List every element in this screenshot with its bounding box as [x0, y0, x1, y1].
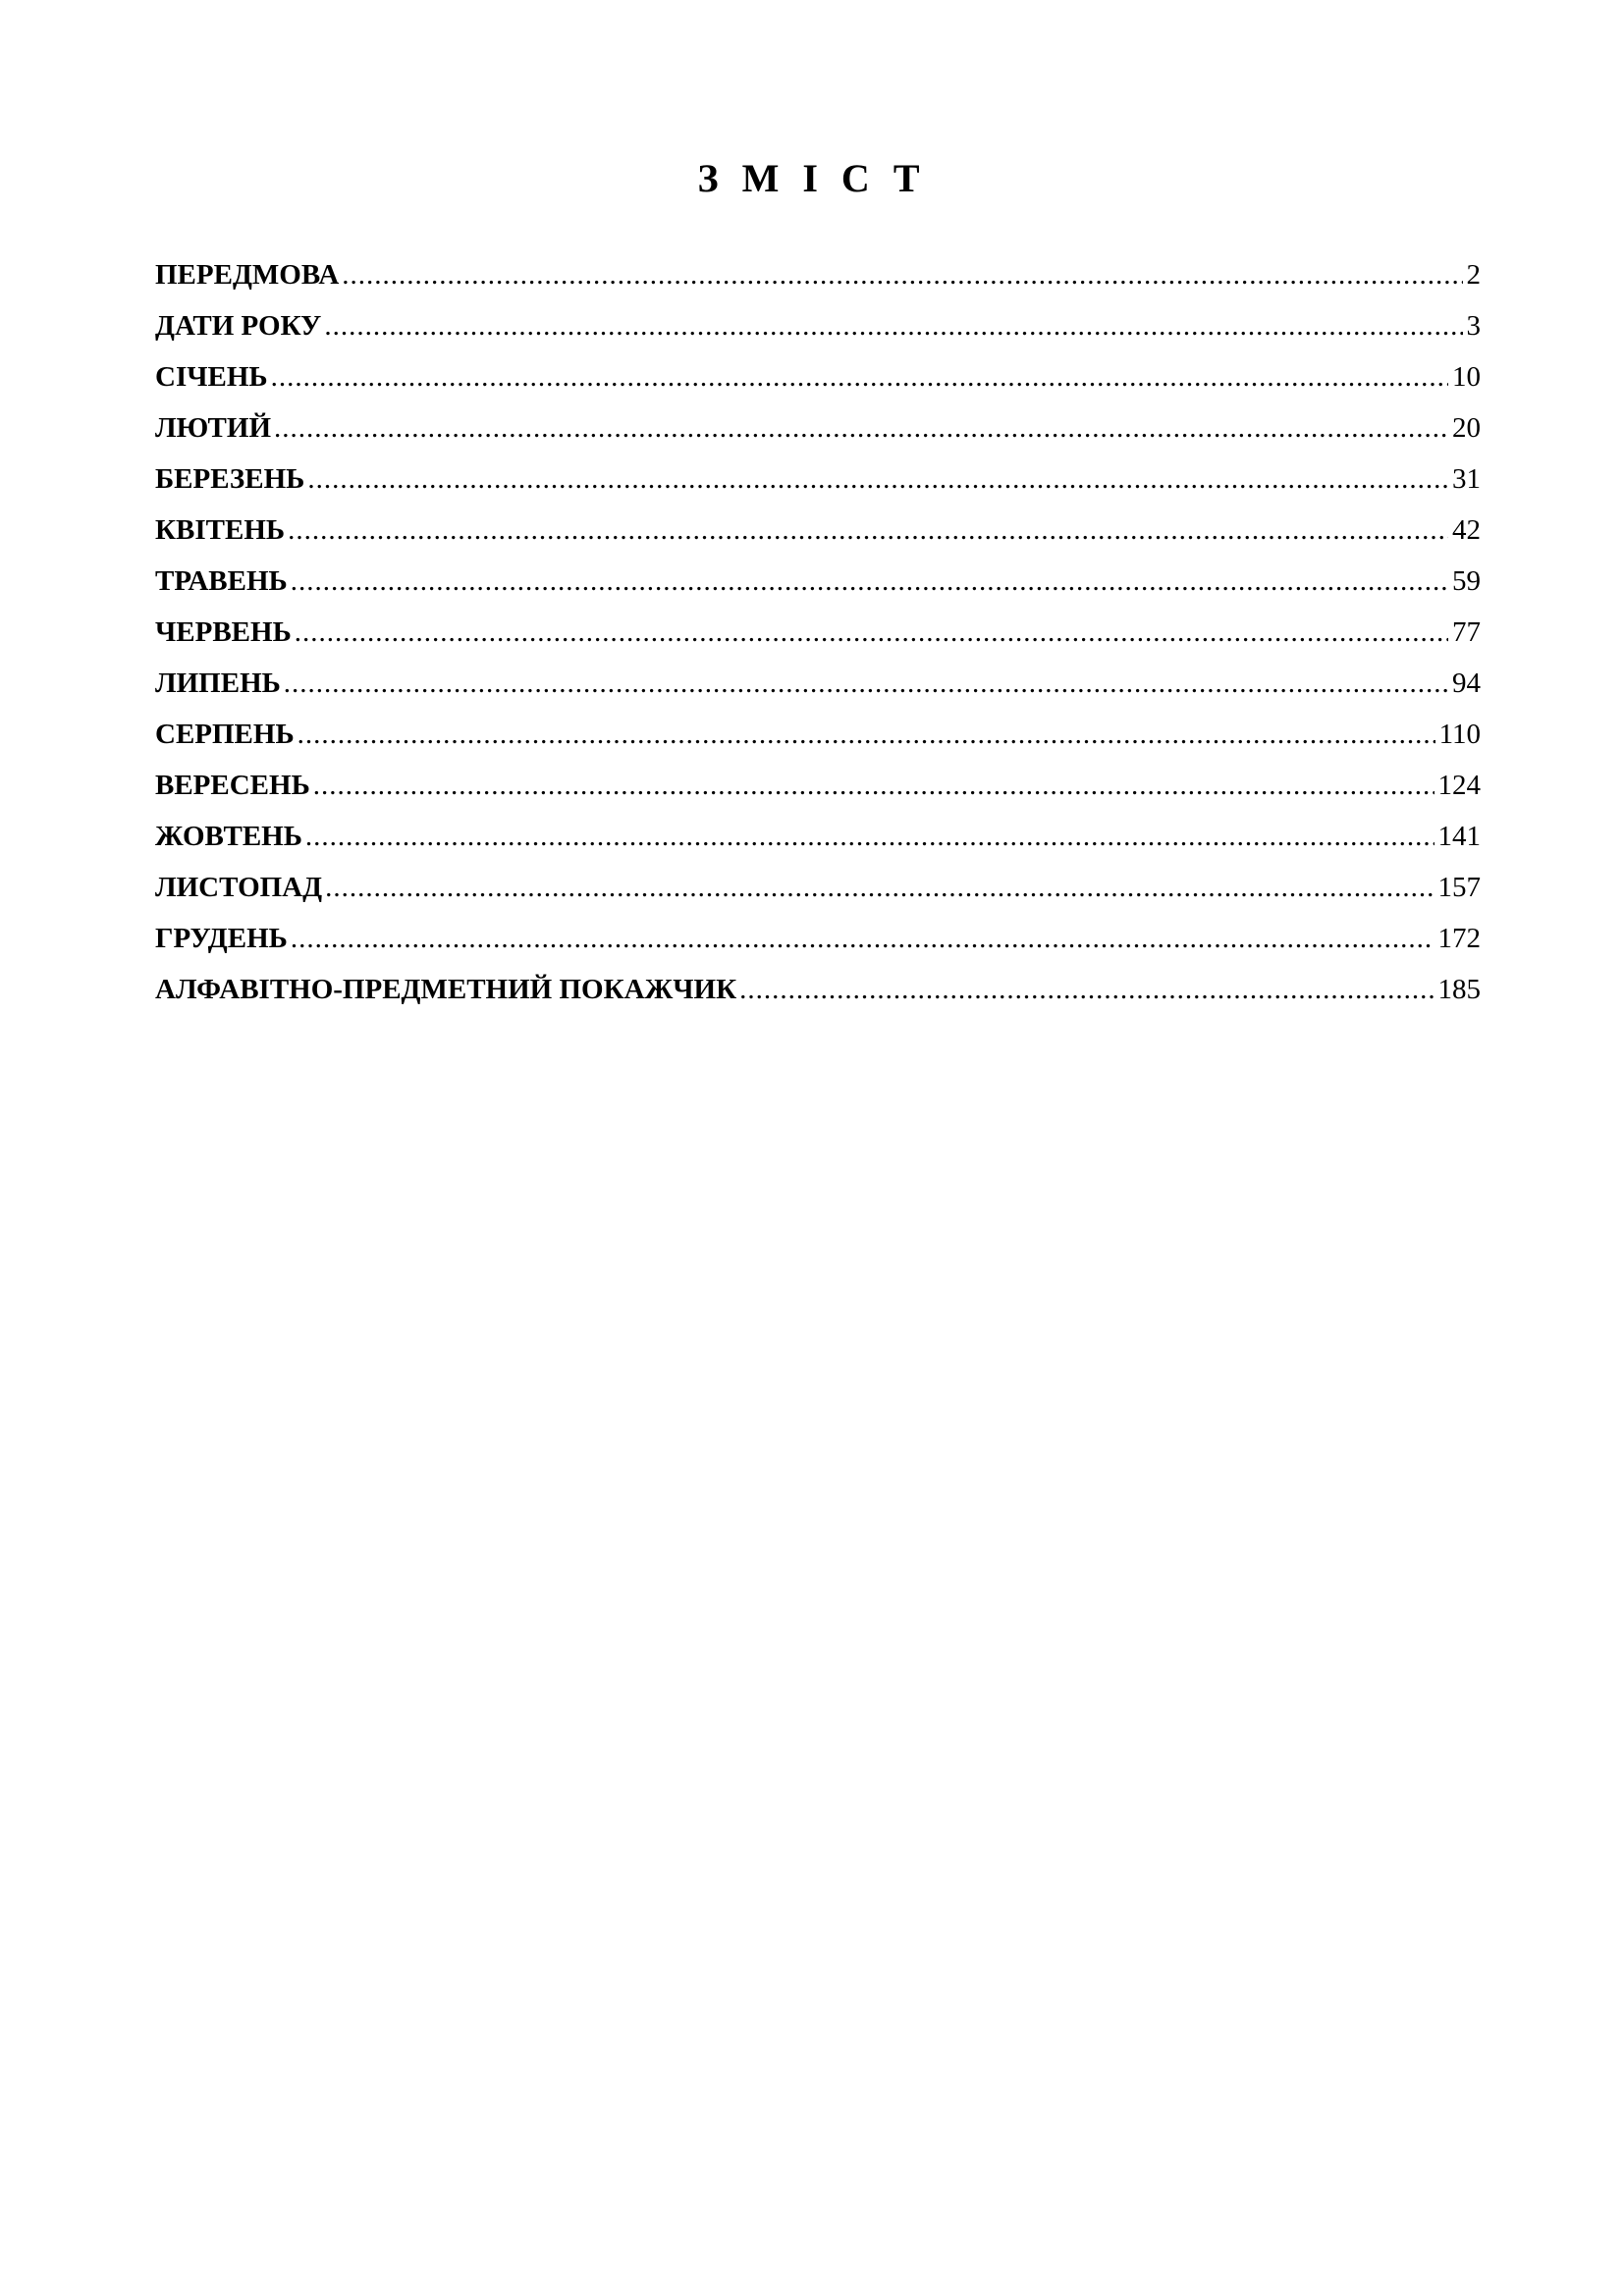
toc-entry-may[interactable]	[155, 556, 1481, 607]
dot-leader	[325, 862, 1434, 913]
dot-leader	[271, 351, 1448, 402]
toc-entry-page-number: 94	[1452, 667, 1481, 699]
toc-entry-page-number: 77	[1452, 616, 1481, 648]
toc-entry-april[interactable]	[155, 505, 1481, 556]
toc-entry-december[interactable]	[155, 913, 1481, 964]
dot-leader	[342, 249, 1462, 300]
toc-entry-page-number: 185	[1437, 974, 1481, 1005]
dot-leader	[298, 709, 1435, 760]
dot-leader	[288, 505, 1448, 556]
toc-entry-dates-of-year[interactable]	[155, 300, 1481, 351]
toc-entry-september[interactable]	[155, 760, 1481, 811]
toc-entry-october[interactable]	[155, 811, 1481, 862]
toc-entry-page-number: 110	[1438, 719, 1481, 750]
toc-entry-page-number: 20	[1452, 412, 1481, 444]
toc-entry-label: ЧЕРВЕНЬ	[155, 616, 292, 648]
toc-entry-august[interactable]	[155, 709, 1481, 760]
toc-entry-label: АЛФАВІТНО-ПРЕДМЕТНИЙ ПОКАЖЧИК	[155, 974, 737, 1005]
dot-leader	[284, 658, 1448, 709]
toc-entry-label: ЛЮТИЙ	[155, 412, 271, 444]
toc-entry-page-number: 157	[1437, 872, 1481, 903]
dot-leader	[307, 454, 1448, 505]
toc-entry-page-number: 59	[1452, 565, 1481, 597]
toc-entry-february[interactable]	[155, 402, 1481, 454]
dot-leader	[324, 300, 1462, 351]
toc-entry-label: ЖОВТЕНЬ	[155, 821, 302, 852]
toc-entry-label: ГРУДЕНЬ	[155, 923, 288, 954]
toc-entry-label: СІЧЕНЬ	[155, 361, 268, 393]
toc-entry-page-number: 172	[1437, 923, 1481, 954]
toc-entry-november[interactable]	[155, 862, 1481, 913]
toc-entry-subject-index[interactable]	[155, 964, 1481, 1015]
toc-entry-label: ЛИСТОПАД	[155, 872, 323, 903]
table-of-contents	[155, 249, 1481, 1015]
toc-entry-label: ПЕРЕДМОВА	[155, 259, 340, 291]
dot-leader	[305, 811, 1435, 862]
dot-leader	[295, 607, 1448, 658]
dot-leader	[291, 913, 1435, 964]
toc-entry-page-number: 3	[1466, 310, 1481, 342]
toc-entry-preface[interactable]	[155, 249, 1481, 300]
dot-leader	[313, 760, 1435, 811]
toc-entry-page-number: 141	[1437, 821, 1481, 852]
toc-entry-label: ТРАВЕНЬ	[155, 565, 288, 597]
toc-entry-page-number: 2	[1466, 259, 1481, 291]
toc-entry-june[interactable]	[155, 607, 1481, 658]
toc-entry-label: ДАТИ РОКУ	[155, 310, 322, 342]
dot-leader	[291, 556, 1448, 607]
toc-entry-label: ЛИПЕНЬ	[155, 667, 281, 699]
toc-entry-july[interactable]	[155, 658, 1481, 709]
toc-entry-label: БЕРЕЗЕНЬ	[155, 463, 305, 495]
toc-entry-page-number: 10	[1452, 361, 1481, 393]
dot-leader	[739, 964, 1434, 1015]
toc-entry-page-number: 42	[1452, 514, 1481, 546]
toc-entry-label: СЕРПЕНЬ	[155, 719, 295, 750]
toc-entry-march[interactable]	[155, 454, 1481, 505]
dot-leader	[274, 402, 1448, 454]
toc-entry-page-number: 31	[1452, 463, 1481, 495]
toc-entry-january[interactable]	[155, 351, 1481, 402]
page-title: З М І С Т	[697, 156, 927, 200]
toc-entry-label: КВІТЕНЬ	[155, 514, 286, 546]
toc-entry-page-number: 124	[1437, 770, 1481, 801]
toc-entry-label: ВЕРЕСЕНЬ	[155, 770, 310, 801]
